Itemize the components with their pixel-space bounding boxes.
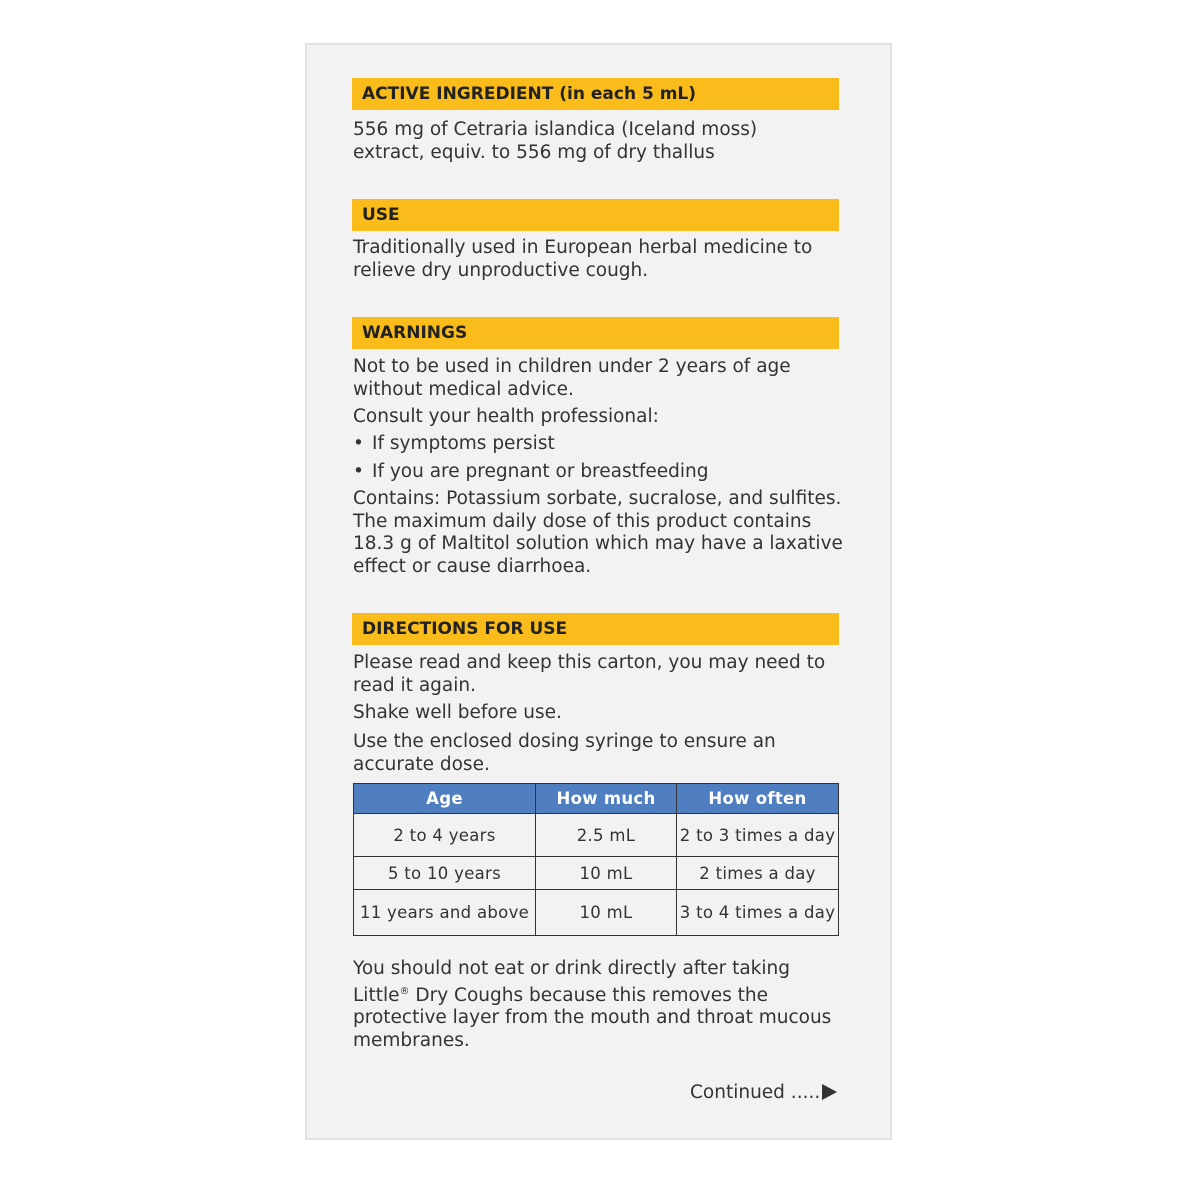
text-line: You should not eat or drink directly after taking xyxy=(353,958,790,979)
active-ingredient-text xyxy=(353,119,853,164)
table-row xyxy=(354,890,839,936)
consult-text: Consult your health professional: xyxy=(353,406,659,427)
use-text xyxy=(353,237,853,282)
warning-bullet xyxy=(353,433,555,456)
column-header-age: Age xyxy=(354,784,536,814)
text-line: relieve dry unproductive cough. xyxy=(353,259,649,281)
text-line xyxy=(353,981,853,1008)
bullet-mark: • xyxy=(353,461,364,482)
text-line: 18.3 g of Maltitol solution which may have a laxative xyxy=(353,533,843,554)
text-line: Traditionally used in European herbal medicine to xyxy=(353,237,813,258)
text-line: effect or cause diarrhoea. xyxy=(353,555,592,577)
text-line: accurate dose. xyxy=(353,753,490,775)
active-ingredient-heading: ACTIVE INGREDIENT (in each 5 mL) xyxy=(352,78,839,110)
bullet-text: If symptoms persist xyxy=(372,433,555,454)
registered-mark: ® xyxy=(399,985,410,997)
warnings-heading: WARNINGS xyxy=(352,317,839,349)
text-line: membranes. xyxy=(353,1029,470,1051)
bullet-text: If you are pregnant or breastfeeding xyxy=(372,461,709,482)
cell-age: 2 to 4 years xyxy=(354,814,536,857)
column-header-how-much: How much xyxy=(536,784,677,814)
continued-label xyxy=(690,1082,837,1104)
text-line: read it again. xyxy=(353,674,476,696)
eating-note xyxy=(353,958,853,1052)
directions-keep-text xyxy=(353,652,853,697)
table-header-row xyxy=(354,784,839,814)
column-header-how-often: How often xyxy=(677,784,839,814)
text-line: without medical advice. xyxy=(353,378,574,400)
cell-how-often: 2 times a day xyxy=(677,857,839,890)
text-line: extract, equiv. to 556 mg of dry thallus xyxy=(353,141,715,163)
cell-age: 11 years and above xyxy=(354,890,536,936)
dosage-table xyxy=(353,783,839,936)
text-line: Not to be used in children under 2 years of age xyxy=(353,356,791,377)
directions-heading: DIRECTIONS FOR USE xyxy=(352,613,839,645)
text-line: 556 mg of Cetraria islandica (Iceland moss) xyxy=(353,119,758,140)
warning-bullet xyxy=(353,461,709,484)
continued-text: Continued ..... xyxy=(690,1082,821,1103)
bullet-mark: • xyxy=(353,433,364,454)
table-row xyxy=(354,857,839,890)
contains-text xyxy=(353,488,853,578)
table-row xyxy=(354,814,839,857)
cell-age: 5 to 10 years xyxy=(354,857,536,890)
syringe-text xyxy=(353,731,853,776)
brand-name: Little xyxy=(353,984,400,1006)
cell-how-much: 10 mL xyxy=(536,857,677,890)
cell-how-often: 2 to 3 times a day xyxy=(677,814,839,857)
use-heading: USE xyxy=(352,199,839,231)
text-line: Please read and keep this carton, you may need to xyxy=(353,652,826,673)
play-arrow-icon xyxy=(822,1084,837,1100)
text-line: The maximum daily dose of this product contains xyxy=(353,510,812,532)
shake-text: Shake well before use. xyxy=(353,702,562,723)
text-line: Contains: Potassium sorbate, sucralose, and sulfites. xyxy=(353,488,842,509)
cell-how-much: 2.5 mL xyxy=(536,814,677,857)
text-span: Dry Coughs because this removes the xyxy=(409,984,769,1006)
text-line: Use the enclosed dosing syringe to ensure an xyxy=(353,731,776,752)
warnings-age-text xyxy=(353,356,853,401)
cell-how-often: 3 to 4 times a day xyxy=(677,890,839,936)
text-line: protective layer from the mouth and throat mucous xyxy=(353,1007,832,1029)
cell-how-much: 10 mL xyxy=(536,890,677,936)
